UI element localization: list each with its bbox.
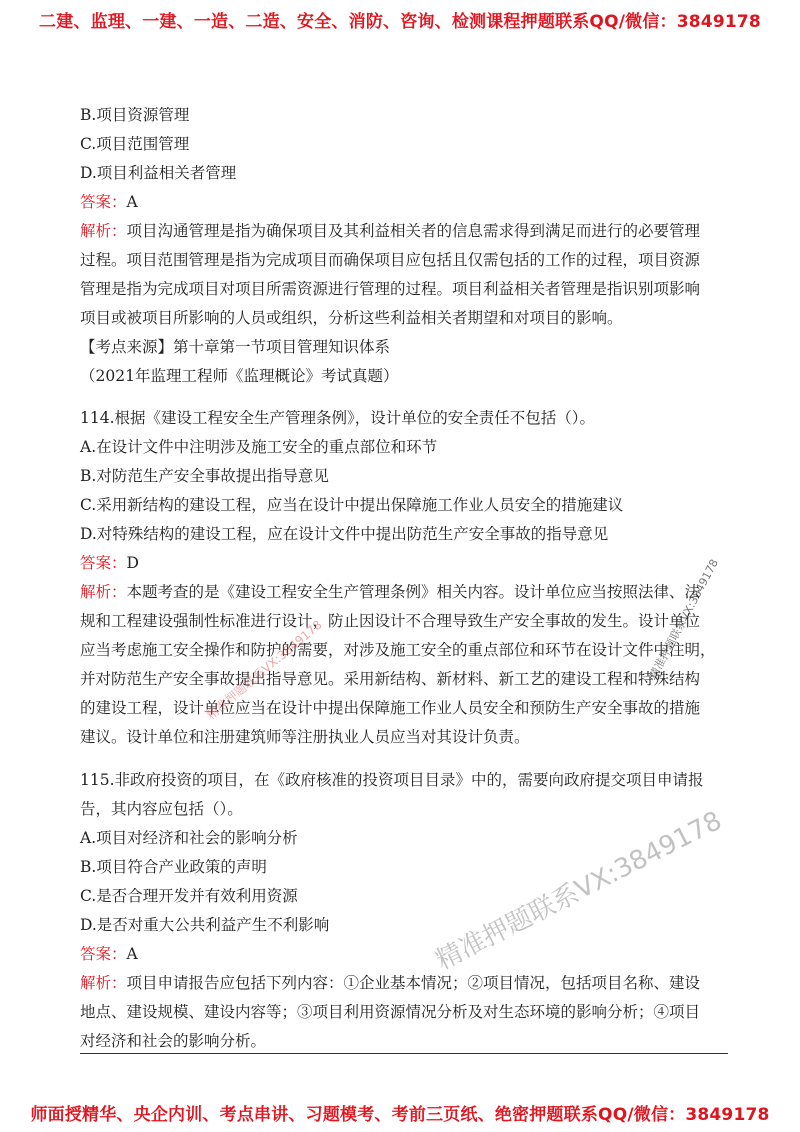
q114-analysis-line-3: 应当考虑施工安全操作和防护的需要，对涉及施工安全的重点部位和环节在设计文件中注明， [80,641,716,659]
q114-analysis-line-1 [80,578,728,607]
q114-analysis-line-6: 建议。设计单位和注册建筑师等注册执业人员应当对其设计负责。 [80,728,530,746]
q113-exam-note: （2021年监理工程师《监理概论》考试真题） [80,367,399,385]
q115-stem-line-1: 115.非政府投资的项目，在《政府核准的投资项目目录》中的，需要向政府提交项目申请报 [80,771,704,789]
footer-divider [80,1053,728,1054]
q115-analysis-line-3: 对经济和社会的影响分析。 [80,1032,267,1050]
q114-answer [80,549,728,578]
q113-option-d: D.项目利益相关者管理 [80,164,237,182]
q115-option-b: B.项目符合产业政策的声明 [80,858,267,876]
answer-value: A [126,945,138,963]
q113-option-c: C.项目范围管理 [80,135,190,153]
q114-stem: 114.根据《建设工程安全生产管理条例》，设计单位的安全责任不包括（）。 [80,409,596,427]
q113-analysis-line-1 [80,217,728,246]
q113-source: 【考点来源】第十章第一节项目管理知识体系 [80,338,391,356]
spacer [80,391,728,404]
q113-analysis-line-2: 过程。项目范围管理是指为完成项目而确保项目应包括且仅需包括的工作的过程，项目资源 [80,251,701,269]
watermark-large: 精准押题联系VX:3849178 [431,805,727,977]
analysis-label: 解析： [80,583,127,601]
analysis-text: 项目沟通管理是指为确保项目及其利益相关者的信息需求得到满足而进行的必要管理 [126,222,701,240]
analysis-label: 解析： [80,222,127,240]
q115-option-a: A.项目对经济和社会的影响分析 [80,829,298,847]
q114-analysis-line-5: 的建设工程，设计单位应当在设计中提出保障施工作业人员安全和预防生产安全事故的措施 [80,699,701,717]
q114-option-a: A.在设计文件中注明涉及施工安全的重点部位和环节 [80,438,438,456]
q113-answer [80,188,728,217]
page-content [80,101,728,1056]
q115-option-d: D.是否对重大公共利益产生不利影响 [80,916,330,934]
q114-analysis-line-4: 并对防范生产安全事故提出指导意见。采用新结构、新材料、新工艺的建设工程和特殊结构 [80,670,701,688]
answer-label: 答案： [80,193,127,211]
answer-label: 答案： [80,945,127,963]
spacer [80,752,728,766]
analysis-label: 解析： [80,974,127,992]
q113-analysis-line-4: 项目或被项目所影响的人员或组织，分析这些利益相关者期望和对项目的影响。 [80,309,623,327]
q114-option-d: D.对特殊结构的建设工程，应在设计文件中提出防范生产安全事故的指导意见 [80,525,609,543]
answer-label: 答案： [80,554,127,572]
analysis-text: 本题考查的是《建设工程安全生产管理条例》相关内容。设计单位应当按照法律、法 [126,583,701,601]
watermark-small-dark: 精准押题联系VX:3849178 [646,557,721,682]
watermark-small-red: 精准押题联系VX:3849178 [203,617,325,723]
q115-stem-line-2: 告，其内容应包括（）。 [80,800,243,818]
q113-analysis-line-3: 管理是指为完成项目对项目所需资源进行管理的过程。项目利益相关者管理是指识别项影响 [80,280,701,298]
q114-analysis-line-2: 规和工程建设强制性标准进行设计，防止因设计不合理导致生产安全事故的发生。设计单位 [80,612,701,630]
answer-value: D [126,554,139,572]
footer-banner: 师面授精华、央企内训、考点串讲、习题模考、考前三页纸、绝密押题联系QQ/微信：3849178 [30,1105,770,1125]
q115-analysis-line-1 [80,969,728,998]
header-banner: 二建、监理、一建、一造、二造、安全、消防、咨询、检测课程押题联系QQ/微信：3849178 [39,12,761,32]
q114-option-b: B.对防范生产安全事故提出指导意见 [80,467,329,485]
analysis-text: 项目申请报告应包括下列内容：①企业基本情况；②项目情况，包括项目名称、建设 [126,974,701,992]
q113-option-b: B.项目资源管理 [80,106,190,124]
q115-analysis-line-2: 地点、建设规模、建设内容等；③项目利用资源情况分析及对生态环境的影响分析；④项目 [80,1003,701,1021]
answer-value: A [126,193,138,211]
q115-option-c: C.是否合理开发并有效利用资源 [80,887,298,905]
q114-option-c: C.采用新结构的建设工程，应当在设计中提出保障施工作业人员安全的措施建议 [80,496,624,514]
q115-answer [80,940,728,969]
